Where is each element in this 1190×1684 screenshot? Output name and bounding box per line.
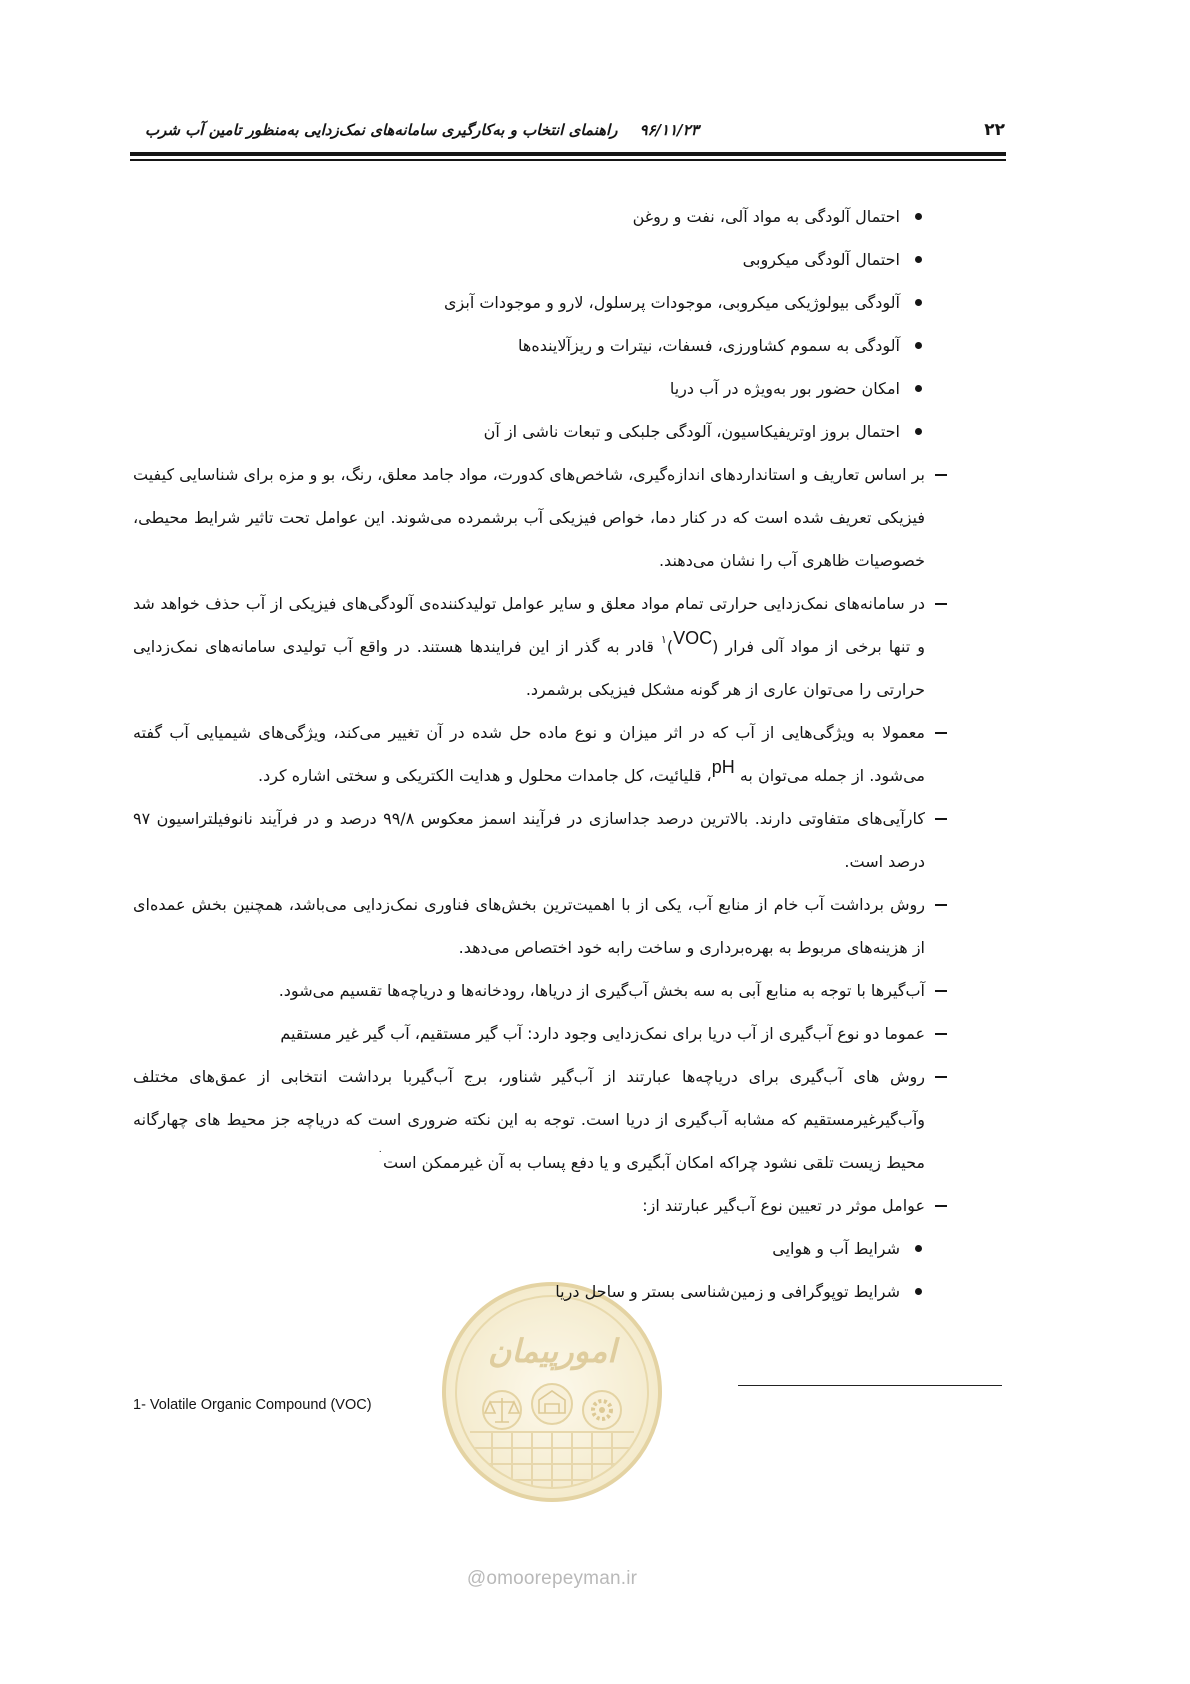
bullet-text: شرایط آب و هوایی bbox=[772, 1239, 900, 1258]
bullet-text: احتمال آلودگی به مواد آلی، نفت و روغن bbox=[632, 207, 900, 226]
header-title: راهنمای انتخاب و به‌کارگیری سامانه‌های نمک‌زدایی به‌منظور تامین آب شرب bbox=[145, 121, 618, 139]
bullet-icon bbox=[915, 213, 922, 220]
dash-paragraph-raw-water-intake bbox=[133, 883, 950, 969]
paragraph-end-mark: ˙ bbox=[377, 1149, 384, 1162]
page-number: ۲۲ bbox=[984, 120, 1005, 140]
bullet-text: امکان حضور بور به‌ویژه در آب دریا bbox=[669, 379, 900, 398]
dash-icon bbox=[935, 732, 947, 734]
dash-paragraph-sea-intake bbox=[133, 1012, 950, 1055]
dash-icon bbox=[935, 1205, 947, 1207]
paragraph-text: عموما دو نوع آب‌گیری از آب دریا برای نمک‌زدایی وجود دارد: آب گیر مستقیم، آب گیر غیر مستقیم bbox=[280, 1024, 925, 1043]
bullet-text: احتمال آلودگی میکروبی bbox=[742, 250, 900, 269]
dash-icon bbox=[935, 1033, 947, 1035]
bullet-text: آلودگی بیولوژیکی میکروبی، موجودات پرسلول، لارو و موجودات آبزی bbox=[444, 293, 900, 312]
paragraph-text: کارآیی‌های متفاوتی دارند. بالاترین درصد جداسازی در فرآیند اسمز معکوس ۹۹/۸ درصد و در فرآیند نانوفیلتراسیون ۹۷ درصد است. bbox=[133, 809, 926, 871]
dash-icon bbox=[935, 990, 947, 992]
bullet-text: احتمال بروز اوتریفیکاسیون، آلودگی جلبکی و تبعات ناشی از آن bbox=[483, 422, 900, 441]
header-rule-thin bbox=[130, 159, 1006, 161]
bullet-item bbox=[133, 238, 950, 281]
dash-icon bbox=[935, 603, 947, 605]
bullet-item bbox=[133, 195, 950, 238]
gear-icon bbox=[583, 1391, 621, 1429]
dash-paragraph-lake-intake bbox=[133, 1055, 950, 1184]
dash-icon bbox=[935, 1076, 947, 1078]
bullet-item bbox=[133, 1270, 950, 1313]
ph-abbreviation: pH bbox=[711, 757, 735, 777]
paragraph-text: عوامل موثر در تعیین نوع آب‌گیر عبارتند از: bbox=[642, 1196, 925, 1215]
header-date: ۹۶/۱۱/۲۳ bbox=[639, 121, 699, 139]
dash-paragraph-chemical-properties bbox=[133, 711, 950, 797]
dash-icon bbox=[935, 474, 947, 476]
building-icon bbox=[532, 1384, 572, 1424]
dash-icon bbox=[935, 904, 947, 906]
dash-paragraph-thermal-desalination bbox=[133, 582, 950, 711]
paragraph-text: روش های آب‌گیری برای دریاچه‌ها عبارتند از آب‌گیر شناور، برج آب‌گیربا برداشت انتخابی از عمق‌های مختلف وآب‌گیرغیرمستقیم که مشابه آب‌گیری از دریا است. توجه به این نکته ضروری است که دریاچه جز محیط های چهارگانه محیط زیست تلقی نشود چراکه امکان آبگیری و یا دفع پساب به آن غیرممکن است bbox=[133, 1067, 925, 1172]
bullet-text: شرایط توپوگرافی و زمین‌شناسی بستر و ساحل دریا bbox=[555, 1282, 900, 1301]
watermark-site-url: @omoorepeyman.ir bbox=[466, 1568, 638, 1589]
dash-paragraph-intake-types bbox=[133, 969, 950, 1012]
footnote-separator bbox=[738, 1385, 1002, 1386]
paragraph-text: ) bbox=[666, 637, 674, 656]
paragraph-text: قادر به گذر از این فرایندها هستند. در واقع آب تولیدی سامانه‌های نمک‌زدایی حرارتی را می‌توان عاری از هر گونه مشکل فیزیکی برشمرد. bbox=[133, 637, 925, 699]
bullet-item bbox=[133, 1227, 950, 1270]
bullet-icon bbox=[915, 1245, 922, 1252]
bullet-icon bbox=[915, 299, 922, 306]
bullet-icon bbox=[915, 256, 922, 263]
bullet-item bbox=[133, 410, 950, 453]
paragraph-text: معمولا به ویژگی‌هایی از آب که در اثر میزان و نوع ماده حل شده در آن تغییر می‌کند، ویژگی‌های شیمیایی آب گفته می‌شود. از جمله می‌توان به bbox=[133, 723, 925, 785]
running-header bbox=[133, 116, 1005, 144]
bullet-item bbox=[133, 324, 950, 367]
paragraph-text: ، قلیائیت، کل جامدات محلول و هدایت الکتریکی و سختی اشاره کرد. bbox=[258, 766, 712, 785]
bullet-item bbox=[133, 281, 950, 324]
scales-icon bbox=[483, 1391, 521, 1429]
footnote-text: 1- Volatile Organic Compound (VOC) bbox=[133, 1397, 372, 1413]
paragraph-text: روش برداشت آب خام از منابع آب، یکی از با اهمیت‌ترین بخش‌های فناوری نمک‌زدایی می‌باشد، همچنین بخش عمده‌ای از هزینه‌های مربوط به بهره‌برداری و ساخت رابه خود اختصاص می‌دهد. bbox=[133, 895, 925, 957]
header-title-group bbox=[145, 116, 699, 144]
bullet-icon bbox=[915, 342, 922, 349]
paragraph-text: آب‌گیرها با توجه به منابع آبی به سه بخش آب‌گیری از دریاها، رودخانه‌ها و دریاچه‌ها تقسیم می‌شود. bbox=[278, 981, 925, 1000]
voc-abbreviation: VOC bbox=[673, 628, 713, 648]
paragraph-text: در سامانه‌های نمک‌زدایی حرارتی تمام مواد معلق و سایر عوامل تولیدکننده‌ی آلودگی‌های فیزیکی از آب حذف خواهد شد و تنها برخی از مواد آلی فرار ( bbox=[133, 594, 925, 656]
bullet-icon bbox=[915, 428, 922, 435]
dash-icon bbox=[935, 818, 947, 820]
bullet-icon bbox=[915, 385, 922, 392]
dash-paragraph-intake-factors bbox=[133, 1184, 950, 1227]
bullet-item bbox=[133, 367, 950, 410]
paragraph-text: بر اساس تعاریف و استانداردهای اندازه‌گیری، شاخص‌های کدورت، مواد جامد معلق، رنگ، بو و مزه برای شناسایی کیفیت فیزیکی تعریف شده است که در کنار دما، خواص فیزیکی آب برشمرده می‌شوند. این عوامل تحت تاثیر شرایط محیطی، خصوصیات ظاهری آب را نشان می‌دهند. bbox=[133, 465, 925, 570]
dash-paragraph-efficiency bbox=[133, 797, 950, 883]
bullet-text: آلودگی به سموم کشاورزی، فسفات، نیترات و ریزآلاینده‌ها bbox=[518, 336, 900, 355]
watermark-seal bbox=[440, 1280, 664, 1504]
seal-lettering: امورپیمان bbox=[487, 1332, 617, 1370]
body-content bbox=[133, 195, 950, 1313]
dash-paragraph-physical-quality bbox=[133, 453, 950, 582]
header-rule-thick bbox=[130, 152, 1006, 156]
bullet-icon bbox=[915, 1288, 922, 1295]
footnote-marker: ۱ bbox=[660, 633, 667, 646]
